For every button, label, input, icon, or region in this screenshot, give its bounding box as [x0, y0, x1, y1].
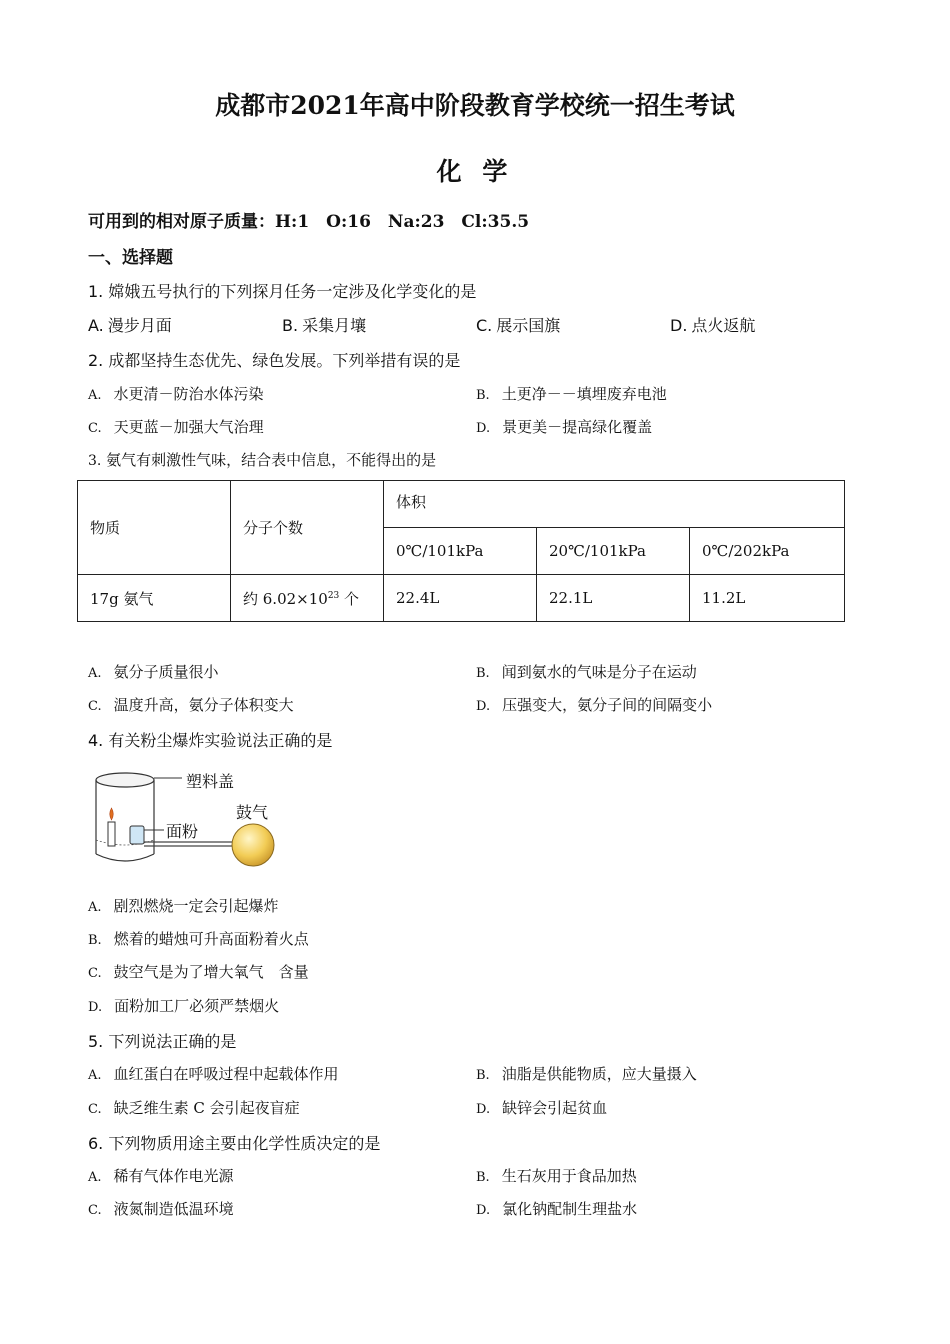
q5-option-b[interactable]	[476, 1063, 697, 1084]
ammonia-data-table	[77, 480, 845, 622]
q2-option-a[interactable]	[88, 383, 264, 404]
option-letter: C.	[88, 1102, 102, 1117]
volume-cell: 22.4L	[384, 575, 537, 622]
question-number: 3.	[88, 453, 102, 469]
option-letter: D.	[476, 421, 491, 436]
q3-option-a[interactable]	[88, 661, 219, 682]
q5-option-a[interactable]	[88, 1063, 339, 1084]
option-letter: C.	[476, 316, 493, 335]
question-text: 有关粉尘爆炸实验说法正确的是	[108, 731, 333, 750]
question-3-stem	[88, 449, 436, 470]
q6-option-a[interactable]	[88, 1165, 234, 1186]
option-letter: A.	[88, 900, 102, 915]
volume-cell: 22.1L	[537, 575, 690, 622]
q3-option-d[interactable]	[476, 694, 712, 715]
question-2-stem	[88, 348, 460, 371]
header-molecules: 分子个数	[231, 481, 384, 575]
row-substance: 17g 氨气	[78, 575, 231, 622]
option-text: 压强变大，氨分子间的间隔变小	[502, 696, 713, 714]
volume-cell: 11.2L	[690, 575, 845, 622]
option-text: 燃着的蜡烛可升高面粉着火点	[113, 930, 309, 948]
option-letter: A.	[88, 1068, 102, 1083]
q3-option-c[interactable]	[88, 694, 294, 715]
q1-option-b[interactable]	[282, 313, 366, 336]
question-1-stem	[88, 279, 476, 302]
molecules-unit: 个	[339, 589, 360, 608]
option-letter: D.	[670, 316, 688, 335]
option-text: 面粉加工厂必须严禁烟火	[114, 997, 280, 1015]
q4-option-d[interactable]	[88, 995, 279, 1016]
question-number: 1.	[88, 282, 104, 301]
question-5-stem	[88, 1029, 236, 1052]
candle	[108, 822, 115, 846]
question-text: 下列说法正确的是	[108, 1032, 237, 1051]
condition-cell: 0℃/101kPa	[384, 528, 537, 575]
option-letter: B.	[476, 1170, 490, 1185]
atomic-masses: 可用到的相对原子质量：H:1 O:16 Na:23 Cl:35.5	[88, 212, 530, 232]
q1-option-c[interactable]	[476, 313, 560, 336]
question-6-stem	[88, 1131, 380, 1154]
molecules-exponent: 23	[327, 590, 340, 601]
q1-option-d[interactable]	[670, 313, 755, 336]
condition-cell: 0℃/202kPa	[690, 528, 845, 575]
option-text: 闻到氨水的气味是分子在运动	[501, 663, 697, 681]
option-letter: B.	[476, 666, 490, 681]
option-letter: D.	[88, 1000, 103, 1015]
q2-option-d[interactable]	[476, 416, 652, 437]
option-letter: D.	[476, 1102, 491, 1117]
option-text: 土更净－－填埋废弃电池	[501, 385, 667, 403]
option-letter: D.	[476, 1203, 491, 1218]
molecules-base: 约 6.02×10	[243, 589, 328, 608]
option-text: 展示国旗	[496, 316, 561, 335]
option-text: 剧烈燃烧一定会引起爆炸	[113, 897, 279, 915]
option-text: 稀有气体作电光源	[113, 1167, 234, 1185]
option-text: 缺乏维生素 C 会引起夜盲症	[113, 1099, 300, 1117]
question-number: 4.	[88, 731, 104, 750]
question-4-stem	[88, 728, 332, 751]
option-letter: C.	[88, 1203, 102, 1218]
question-text: 嫦娥五号执行的下列探月任务一定涉及化学变化的是	[108, 282, 477, 301]
option-text: 景更美－提高绿化覆盖	[502, 418, 653, 436]
q4-option-a[interactable]	[88, 895, 279, 916]
option-letter: A.	[88, 316, 104, 335]
option-text: 血红蛋白在呼吸过程中起载体作用	[113, 1065, 339, 1083]
option-letter: C.	[88, 699, 102, 714]
header-volume: 体积	[384, 481, 845, 528]
candle-flame	[110, 808, 114, 820]
exam-title: 成都市2021年高中阶段教育学校统一招生考试	[215, 91, 735, 120]
option-text: 鼓空气是为了增大氧气 含量	[113, 963, 309, 981]
question-text: 成都坚持生态优先、绿色发展。下列举措有误的是	[108, 351, 461, 370]
cylinder-bottom	[96, 854, 154, 861]
option-text: 油脂是供能物质，应大量摄入	[501, 1065, 697, 1083]
question-text: 下列物质用途主要由化学性质决定的是	[108, 1134, 381, 1153]
header-substance: 物质	[78, 481, 231, 575]
option-letter: C.	[88, 966, 102, 981]
question-number: 2.	[88, 351, 104, 370]
option-text: 缺锌会引起贫血	[502, 1099, 608, 1117]
question-number: 5.	[88, 1032, 104, 1051]
cylinder-lid-ellipse	[96, 773, 154, 787]
label-blow-air: 鼓气	[236, 803, 269, 822]
flour-container	[130, 826, 144, 844]
label-flour: 面粉	[166, 822, 199, 841]
q4-option-c[interactable]	[88, 961, 309, 982]
condition-cell: 20℃/101kPa	[537, 528, 690, 575]
q1-option-a[interactable]	[88, 313, 172, 336]
blower-bulb	[232, 824, 274, 866]
q6-option-b[interactable]	[476, 1165, 637, 1186]
q2-option-c[interactable]	[88, 416, 264, 437]
option-text: 采集月壤	[302, 316, 367, 335]
q6-option-d[interactable]	[476, 1198, 637, 1219]
option-text: 液氮制造低温环境	[113, 1200, 234, 1218]
option-letter: B.	[476, 1068, 490, 1083]
row-molecules	[231, 575, 384, 622]
option-letter: A.	[88, 388, 102, 403]
option-text: 氯化钠配制生理盐水	[502, 1200, 638, 1218]
option-text: 氨分子质量很小	[113, 663, 219, 681]
option-text: 温度升高，氨分子体积变大	[113, 696, 294, 714]
question-number: 6.	[88, 1134, 104, 1153]
option-letter: D.	[476, 699, 491, 714]
option-letter: A.	[88, 1170, 102, 1185]
option-letter: B.	[476, 388, 490, 403]
option-text: 生石灰用于食品加热	[501, 1167, 637, 1185]
q6-option-c[interactable]	[88, 1198, 234, 1219]
option-text: 点火返航	[691, 316, 756, 335]
q2-option-b[interactable]	[476, 383, 667, 404]
option-letter: A.	[88, 666, 102, 681]
option-text: 漫步月面	[107, 316, 172, 335]
q5-option-d[interactable]	[476, 1097, 607, 1118]
question-text: 氨气有刺激性气味，结合表中信息，不能得出的是	[106, 451, 437, 469]
q3-option-b[interactable]	[476, 661, 697, 682]
option-letter: B.	[282, 316, 299, 335]
option-letter: C.	[88, 421, 102, 436]
label-plastic-lid: 塑料盖	[186, 772, 235, 791]
section-heading: 一、选择题	[88, 248, 173, 268]
option-text: 天更蓝－加强大气治理	[113, 418, 264, 436]
q5-option-c[interactable]	[88, 1097, 300, 1118]
q4-option-b[interactable]	[88, 928, 309, 949]
option-letter: B.	[88, 933, 102, 948]
subject-title: 化 学	[436, 157, 514, 186]
option-text: 水更清－防治水体污染	[113, 385, 264, 403]
